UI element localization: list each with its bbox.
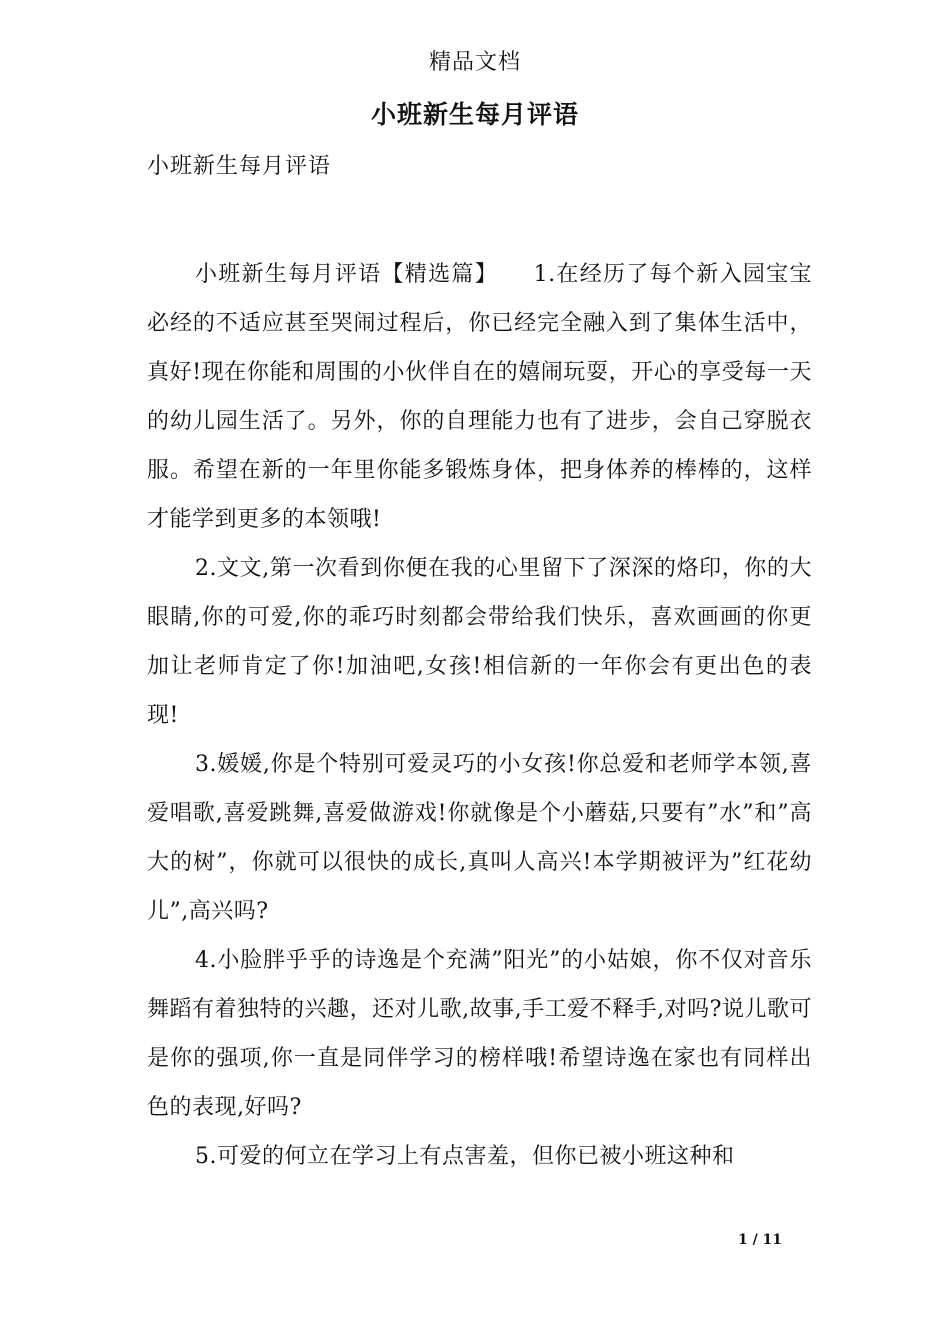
document-title: 小班新生每月评语 — [370, 100, 579, 129]
header-label: 精品文档 — [428, 50, 521, 75]
paragraph-5: 5.可爱的何立在学习上有点害羞，但你已被小班这种和 — [195, 1144, 735, 1169]
document-subtitle: 小班新生每月评语 — [147, 154, 332, 179]
paragraph-4: 4.小脸胖乎乎的诗逸是个充满”阳光”的小姑娘，你不仅对音乐舞蹈有着独特的兴趣，还对儿歌,故事,手工爱不释手,对吗?说儿歌可是你的强项,你一直是同伴学习的榜样哦!希望诗逸在家也有同样出色的表现,好吗? — [147, 948, 812, 1120]
document-body — [147, 250, 812, 1181]
paragraph-1: 小班新生每月评语【精选篇】 1.在经历了每个新入园宝宝必经的不适应甚至哭闹过程后，你已经完全融入到了集体生活中，真好!现在你能和周围的小伙伴自在的嬉闹玩耍，开心的享受每一天的幼儿园生活了。另外，你的自理能力也有了进步，会自己穿脱衣服。希望在新的一年里你能多锻炼身体，把身体养的棒棒的，这样才能学到更多的本领哦! — [147, 262, 812, 532]
paragraph-3: 3.媛媛,你是个特别可爱灵巧的小女孩!你总爱和老师学本领,喜爱唱歌,喜爱跳舞,喜爱做游戏!你就像是个小蘑菇,只要有”水”和”高大的树”，你就可以很快的成长,真叫人高兴!本学期被评为”红花幼儿”,高兴吗? — [147, 752, 812, 924]
paragraph-2: 2.文文,第一次看到你便在我的心里留下了深深的烙印，你的大眼睛,你的可爱,你的乖巧时刻都会带给我们快乐，喜欢画画的你更加让老师肯定了你!加油吧,女孩!相信新的一年你会有更出色的表现! — [147, 556, 812, 728]
page-number: 1 / 11 — [737, 1232, 783, 1248]
